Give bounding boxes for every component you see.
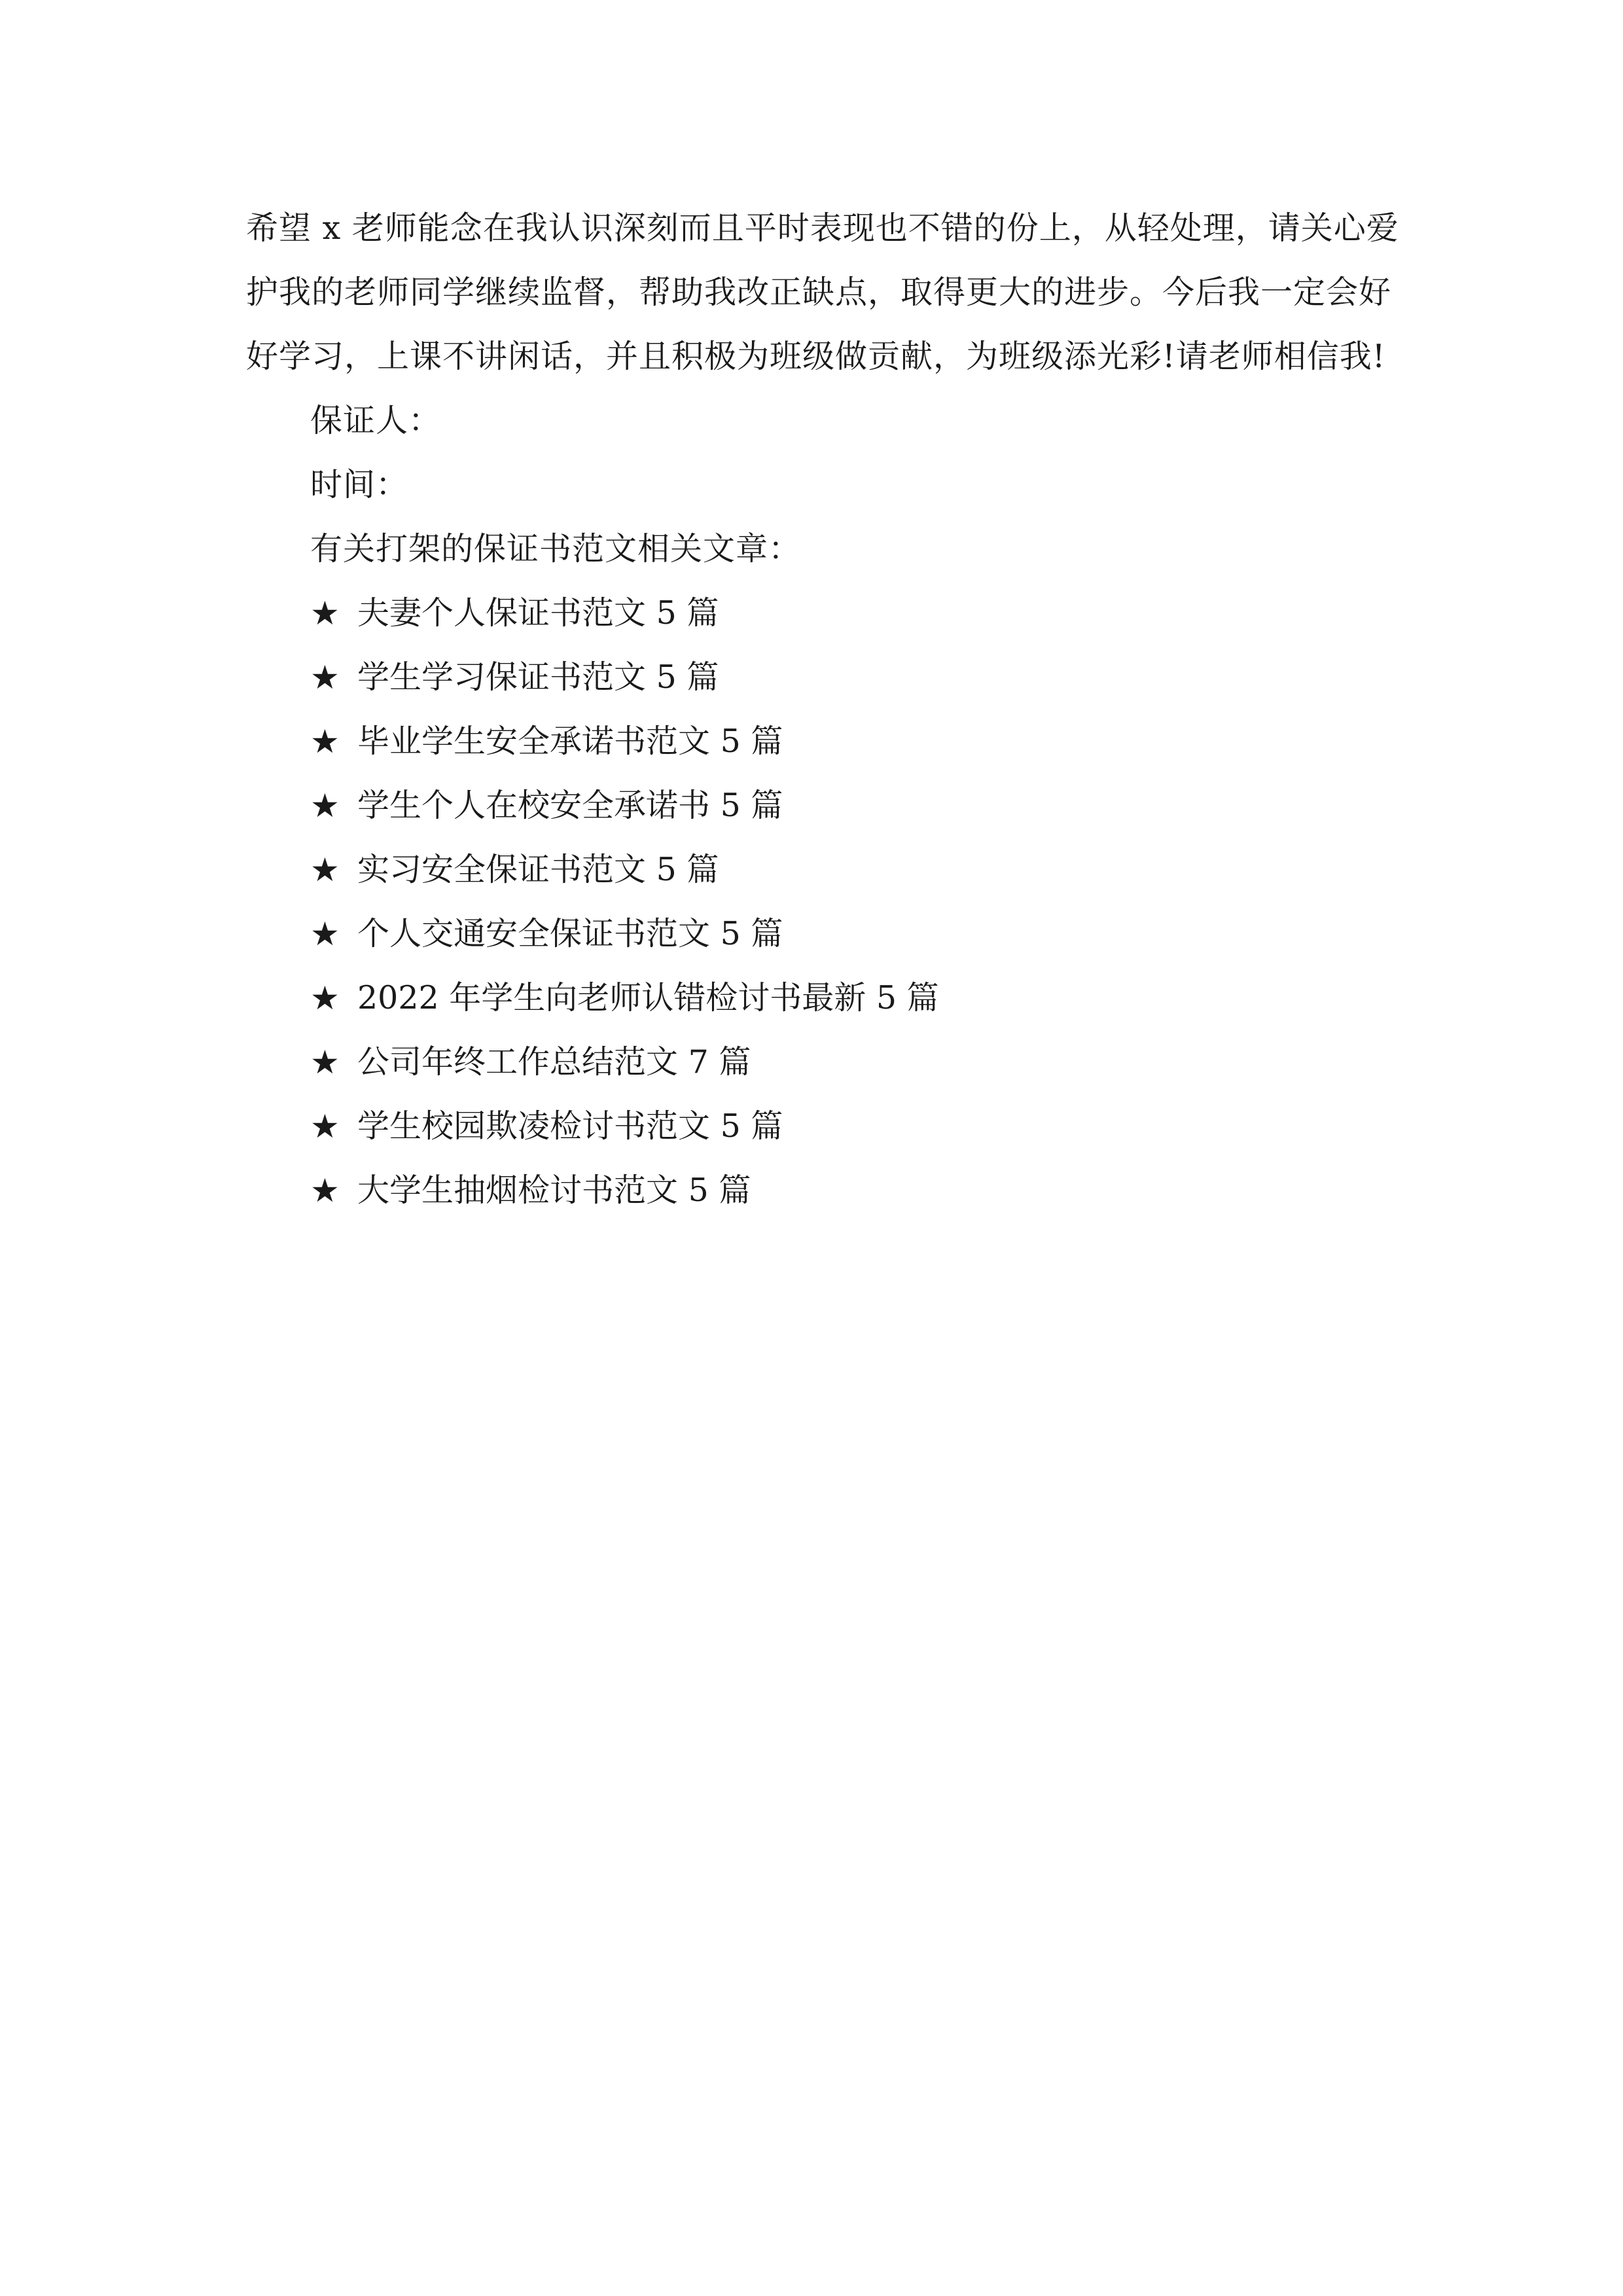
related-article-link[interactable] [246, 645, 1385, 709]
related-article-title: 实习安全保证书范文 5 篇 [357, 851, 719, 888]
related-article-title: 个人交通安全保证书范文 5 篇 [357, 915, 783, 952]
related-article-title: 学生学习保证书范文 5 篇 [357, 658, 719, 696]
body-line: 护我的老师同学继续监督，帮助我改正缺点，取得更大的进步。今后我一定会好 [246, 274, 1392, 311]
date-label: 时间： [310, 466, 409, 503]
star-icon: ★ [310, 915, 340, 953]
related-article-title: 学生校园欺凌检讨书范文 5 篇 [357, 1107, 783, 1145]
related-article-link[interactable] [246, 902, 1385, 966]
related-article-title: 公司年终工作总结范文 7 篇 [357, 1043, 751, 1081]
star-icon: ★ [310, 1172, 340, 1210]
star-icon: ★ [310, 851, 340, 889]
star-icon: ★ [310, 979, 340, 1017]
related-article-link[interactable] [246, 774, 1385, 838]
star-icon: ★ [310, 1107, 340, 1145]
related-articles-list [246, 581, 1385, 1223]
related-article-title: 学生个人在校安全承诺书 5 篇 [357, 787, 783, 824]
star-icon: ★ [310, 594, 340, 632]
related-article-link[interactable] [246, 966, 1385, 1030]
related-article-title: 夫妻个人保证书范文 5 篇 [357, 594, 719, 632]
related-articles-heading: 有关打架的保证书范文相关文章： [310, 530, 802, 567]
body-line: 希望 x 老师能念在我认识深刻而且平时表现也不错的份上，从轻处理，请关心爱 [246, 209, 1399, 247]
related-article-link[interactable] [246, 838, 1385, 902]
related-article-title: 毕业学生安全承诺书范文 5 篇 [357, 723, 783, 760]
related-article-link[interactable] [246, 1158, 1385, 1223]
related-article-link[interactable] [246, 709, 1385, 774]
star-icon: ★ [310, 787, 340, 825]
guarantor-label: 保证人： [310, 402, 442, 439]
related-article-title: 大学生抽烟检讨书范文 5 篇 [357, 1172, 751, 1209]
document-content [246, 196, 1399, 1223]
related-article-link[interactable] [246, 581, 1385, 645]
related-article-link[interactable] [246, 1094, 1385, 1158]
related-article-link[interactable] [246, 1030, 1385, 1094]
star-icon: ★ [310, 1043, 340, 1081]
star-icon: ★ [310, 723, 340, 761]
body-line: 好学习，上课不讲闲话，并且积极为班级做贡献，为班级添光彩!请老师相信我! [246, 338, 1386, 375]
related-article-title: 2022 年学生向老师认错检讨书最新 5 篇 [357, 979, 939, 1016]
star-icon: ★ [310, 658, 340, 696]
